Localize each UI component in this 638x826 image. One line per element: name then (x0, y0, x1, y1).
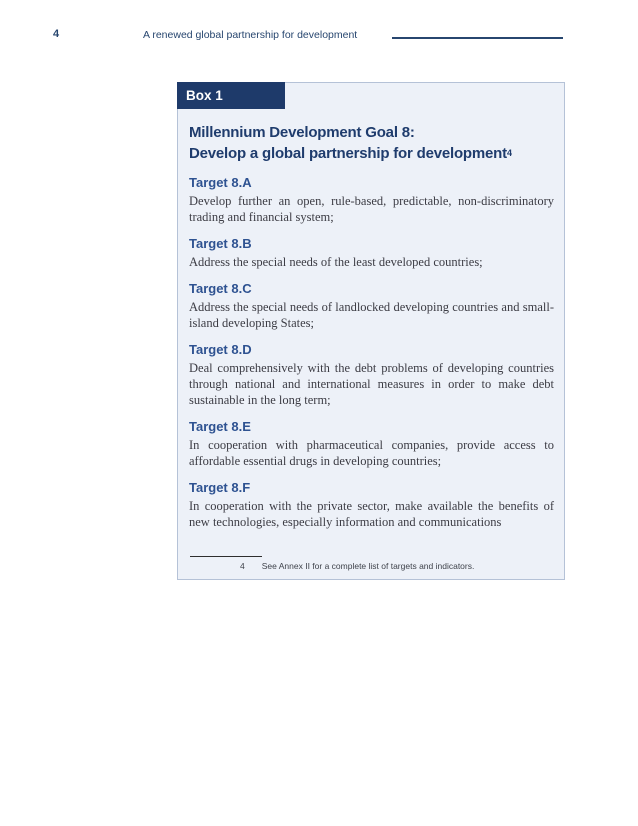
target-8a-heading: Target 8.A (189, 175, 252, 190)
page-number: 4 (53, 28, 60, 40)
target-8a-text: Develop further an open, rule-based, predictable, non-discriminatory trading and financial system; (189, 194, 554, 224)
box-title (189, 123, 554, 164)
footnote-text: See Annex II for a complete list of targets and indicators. (261, 561, 475, 571)
target-8f-heading: Target 8.F (189, 480, 251, 495)
target-8c-text: Address the special needs of landlocked developing countries and small-island developing States; (189, 300, 554, 330)
target-8d-text: Deal comprehensively with the debt problems of developing countries through national and international measures in order to make debt sustainable in the long term; (189, 361, 554, 407)
box-title-line2 (189, 143, 554, 164)
box-1 (177, 82, 565, 580)
footnote-reference: 4 (506, 148, 512, 158)
running-header-title: A renewed global partnership for development (143, 29, 358, 41)
box-title-line2-text: Develop a global partnership for development (189, 145, 507, 162)
footnote (190, 556, 474, 571)
box-label: Box 1 (177, 82, 285, 109)
target-8e-heading: Target 8.E (189, 419, 251, 434)
target-8d-heading: Target 8.D (189, 342, 252, 357)
box-content (178, 83, 564, 530)
target-8b-text: Address the special needs of the least developed countries; (189, 255, 483, 269)
footnote-rule (190, 556, 262, 557)
footnote-marker: 4 (240, 561, 245, 571)
target-8f-text: In cooperation with the private sector, make available the benefits of new technologies, especially information and communications (189, 499, 554, 529)
box-title-line1: Millennium Development Goal 8: (189, 124, 415, 141)
target-8b-heading: Target 8.B (189, 236, 252, 251)
target-8c-heading: Target 8.C (189, 281, 252, 296)
header-rule (392, 37, 563, 39)
target-8e-text: In cooperation with pharmaceutical companies, provide access to affordable essential drugs in developing countries; (189, 438, 554, 468)
footnote-line (190, 561, 474, 571)
